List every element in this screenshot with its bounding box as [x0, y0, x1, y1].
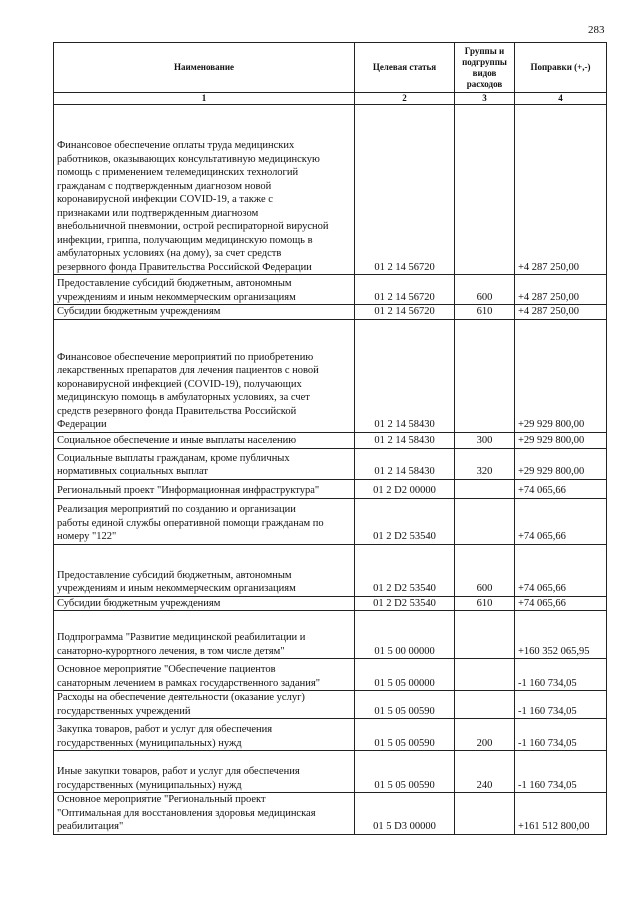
table-row [54, 611, 607, 659]
table-row [54, 596, 607, 611]
row-code: 01 5 05 00590 [355, 691, 455, 719]
table-row [54, 691, 607, 719]
row-group: 240 [455, 751, 515, 793]
table-row [54, 659, 607, 691]
row-group: 300 [455, 432, 515, 448]
row-code: 01 2 D2 53540 [355, 596, 455, 611]
row-name: Региональный проект "Информационная инфраструктура" [54, 479, 355, 498]
table-row [54, 719, 607, 751]
page-number: 283 [588, 24, 605, 36]
row-amount: +74 065,66 [515, 596, 607, 611]
row-amount: +29 929 800,00 [515, 448, 607, 479]
row-amount: +29 929 800,00 [515, 432, 607, 448]
table-row [54, 544, 607, 596]
row-name: Основное мероприятие "Региональный проект "Оптимальная для восстановления здоровья медицинская реабилитация" [54, 793, 355, 835]
row-group [455, 319, 515, 432]
column-number: 1 [54, 93, 355, 105]
row-code: 01 2 14 58430 [355, 448, 455, 479]
column-number: 3 [455, 93, 515, 105]
table-row [54, 448, 607, 479]
row-group [455, 611, 515, 659]
row-code: 01 2 14 56720 [355, 105, 455, 275]
row-name: Субсидии бюджетным учреждениям [54, 596, 355, 611]
row-amount: +74 065,66 [515, 544, 607, 596]
row-amount: +160 352 065,95 [515, 611, 607, 659]
row-name: Подпрограмма "Развитие медицинской реабилитации и санаторно-курортного лечения, в том числе детям" [54, 611, 355, 659]
row-name: Расходы на обеспечение деятельности (оказание услуг) государственных учреждений [54, 691, 355, 719]
budget-table [53, 42, 607, 835]
row-name: Предоставление субсидий бюджетным, автономным учреждениям и иным некоммерческим организациям [54, 544, 355, 596]
row-code: 01 5 05 00590 [355, 751, 455, 793]
row-group: 600 [455, 544, 515, 596]
row-group [455, 691, 515, 719]
row-code: 01 2 14 58430 [355, 432, 455, 448]
row-name: Реализация мероприятий по созданию и организации работы единой службы оперативной помощи гражданам по номеру "122" [54, 498, 355, 544]
header-code: Целевая статья [355, 43, 455, 93]
row-group: 610 [455, 305, 515, 320]
row-name: Финансовое обеспечение мероприятий по приобретению лекарственных препаратов для лечения пациентов с новой коронавирусной инфекцией (COVID-19), получающих медицинскую помощь в амбулаторных условиях, за счет средств резервного фонда Правительства Российской Федерации [54, 319, 355, 432]
row-code: 01 5 05 00000 [355, 659, 455, 691]
row-amount: -1 160 734,05 [515, 659, 607, 691]
row-code: 01 2 14 56720 [355, 275, 455, 305]
row-code: 01 2 D2 53540 [355, 498, 455, 544]
row-code: 01 2 D2 53540 [355, 544, 455, 596]
row-name: Социальные выплаты гражданам, кроме публичных нормативных социальных выплат [54, 448, 355, 479]
row-group [455, 105, 515, 275]
row-amount: +161 512 800,00 [515, 793, 607, 835]
table-row [54, 751, 607, 793]
row-group: 200 [455, 719, 515, 751]
table-row [54, 105, 607, 275]
row-group [455, 659, 515, 691]
row-code: 01 2 D2 00000 [355, 479, 455, 498]
row-name: Закупка товаров, работ и услуг для обеспечения государственных (муниципальных) нужд [54, 719, 355, 751]
row-code: 01 5 D3 00000 [355, 793, 455, 835]
row-name: Субсидии бюджетным учреждениям [54, 305, 355, 320]
header-name: Наименование [54, 43, 355, 93]
row-group [455, 498, 515, 544]
row-amount: +74 065,66 [515, 498, 607, 544]
row-group: 610 [455, 596, 515, 611]
row-name: Предоставление субсидий бюджетным, автономным учреждениям и иным некоммерческим организациям [54, 275, 355, 305]
column-number: 4 [515, 93, 607, 105]
row-code: 01 5 00 00000 [355, 611, 455, 659]
table-row [54, 479, 607, 498]
column-number: 2 [355, 93, 455, 105]
header-group: Группы и подгруппы видов расходов [455, 43, 515, 93]
row-name: Основное мероприятие "Обеспечение пациентов санаторным лечением в рамках государственного задания" [54, 659, 355, 691]
row-amount: -1 160 734,05 [515, 691, 607, 719]
row-amount: +74 065,66 [515, 479, 607, 498]
row-amount: +29 929 800,00 [515, 319, 607, 432]
row-code: 01 2 14 58430 [355, 319, 455, 432]
row-group: 320 [455, 448, 515, 479]
row-name: Финансовое обеспечение оплаты труда медицинских работников, оказывающих консультативную медицинскую помощь с применением телемедицинских технологий гражданам с подтвержденным диагнозом новой коронавирусной инфекции COVID-19, а также с признаками или подтвержденным диагнозом внебольничной пневмонии, острой респираторной вирусной инфекции, гриппа, получающим медицинскую помощь в амбулаторных условиях (на дому), за счет средств резервного фонда Правительства Российской Федерации [54, 105, 355, 275]
table-row [54, 275, 607, 305]
table-row [54, 319, 607, 432]
row-group: 600 [455, 275, 515, 305]
row-amount: +4 287 250,00 [515, 105, 607, 275]
row-group [455, 479, 515, 498]
row-amount: -1 160 734,05 [515, 719, 607, 751]
header-amount: Поправки (+,-) [515, 43, 607, 93]
row-group [455, 793, 515, 835]
table-row [54, 793, 607, 835]
row-code: 01 2 14 56720 [355, 305, 455, 320]
table-row [54, 305, 607, 320]
row-amount: +4 287 250,00 [515, 275, 607, 305]
row-name: Иные закупки товаров, работ и услуг для обеспечения государственных (муниципальных) нужд [54, 751, 355, 793]
row-amount: +4 287 250,00 [515, 305, 607, 320]
table-row [54, 498, 607, 544]
row-name: Социальное обеспечение и иные выплаты населению [54, 432, 355, 448]
row-amount: -1 160 734,05 [515, 751, 607, 793]
row-code: 01 5 05 00590 [355, 719, 455, 751]
table-row [54, 432, 607, 448]
